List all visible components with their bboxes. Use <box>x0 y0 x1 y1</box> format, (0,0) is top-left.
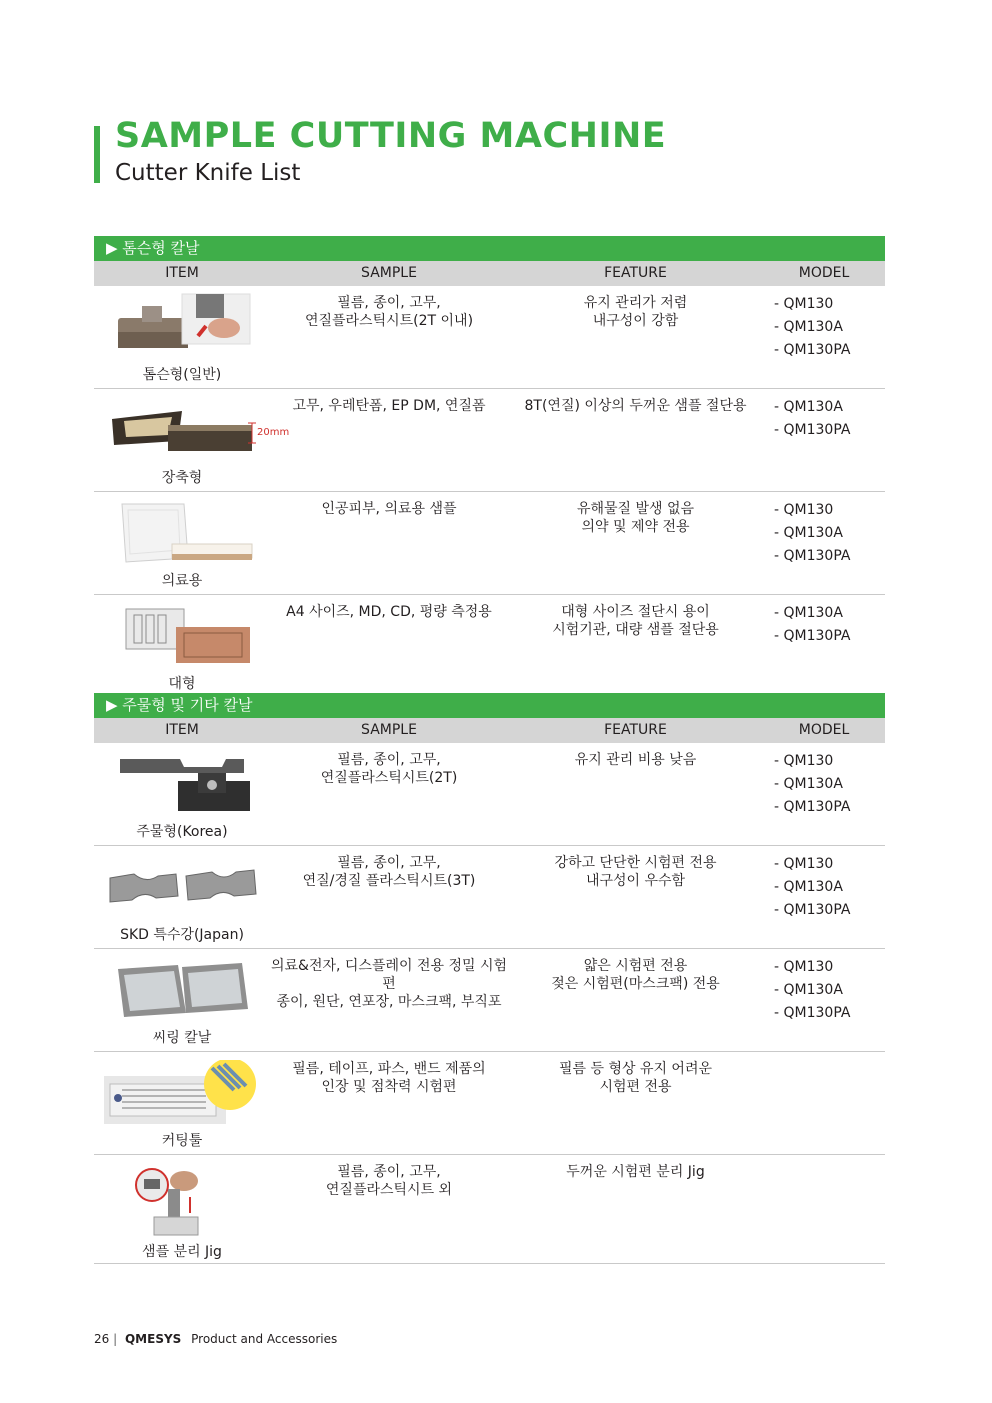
sample-cell: 필름, 종이, 고무, 연질/경질 플라스틱시트(3T) <box>302 855 476 889</box>
item-name: SKD 특수강(Japan) <box>120 927 244 943</box>
item-name: 샘플 분리 Jig <box>142 1244 222 1260</box>
item-name: 대형 <box>168 676 196 692</box>
model-cell: - QM130 - QM130A - QM130PA <box>774 296 851 358</box>
sample-cell: 필름, 테이프, 파스, 밴드 제품의 인장 및 점착력 시험편 <box>292 1061 486 1095</box>
sample-cell: 필름, 종이, 고무, 연질플라스틱시트(2T 이내) <box>304 295 474 329</box>
column-model: MODEL <box>798 265 850 281</box>
title-accent-bar <box>94 126 100 183</box>
feature-cell: 대형 사이즈 절단시 용이 시험기관, 대량 샘플 절단용 <box>552 604 719 638</box>
cutting-tool-image <box>102 1060 262 1126</box>
column-item: ITEM <box>165 265 199 281</box>
large-knife-image <box>124 605 254 665</box>
section-cast-and-other-knives <box>94 693 885 1264</box>
column-feature: FEATURE <box>604 265 667 281</box>
table-row <box>94 286 885 389</box>
column-headers <box>94 261 885 286</box>
item-name: 씨링 칼날 <box>152 1030 212 1046</box>
page-subtitle: Cutter Knife List <box>115 160 301 186</box>
model-cell: - QM130 - QM130A - QM130PA <box>774 959 851 1021</box>
page-title: SAMPLE CUTTING MACHINE <box>115 116 667 156</box>
item-name: 톰슨형(일반) <box>142 367 222 383</box>
sample-cell: A4 사이즈, MD, CD, 평량 측정용 <box>286 604 492 620</box>
dimension-label: 20mm <box>257 427 290 438</box>
footer-text: Product and Accessories <box>191 1332 338 1346</box>
item-name: 커팅툴 <box>161 1133 203 1149</box>
feature-cell: 두꺼운 시험편 분리 Jig <box>566 1164 705 1180</box>
medical-knife-image <box>118 500 258 564</box>
table-row <box>94 1155 885 1264</box>
section-title: ▶ 주물형 및 기타 칼날 <box>94 693 885 718</box>
table-row <box>94 492 885 595</box>
model-cell: - QM130 - QM130A - QM130PA <box>774 856 851 918</box>
sample-cell: 인공피부, 의료용 샘플 <box>321 501 457 517</box>
section-title: ▶ 톰슨형 칼날 <box>94 236 885 261</box>
skd-knife-image <box>106 866 258 912</box>
sample-cell: 필름, 종이, 고무, 연질플라스틱시트 외 <box>325 1164 453 1198</box>
table-row <box>94 389 885 492</box>
table-row <box>94 949 885 1052</box>
table-row <box>94 1052 885 1155</box>
model-cell: - QM130 - QM130A - QM130PA <box>774 502 851 564</box>
sealing-knife-image <box>114 961 264 1019</box>
column-item: ITEM <box>165 722 199 738</box>
footer-separator: | <box>113 1332 118 1346</box>
feature-cell: 필름 등 형상 유지 어려운 시험편 전용 <box>558 1061 713 1095</box>
cast-knife-image <box>114 751 254 815</box>
table-row <box>94 846 885 949</box>
section-thomson-knives <box>94 236 885 697</box>
model-cell: - QM130A - QM130PA <box>774 399 851 438</box>
column-sample: SAMPLE <box>361 722 417 738</box>
feature-cell: 유해물질 발생 없음 의약 및 제약 전용 <box>576 501 695 535</box>
column-sample: SAMPLE <box>361 265 417 281</box>
sample-cell: 의료&전자, 디스플레이 전용 정밀 시험편 종이, 원단, 연포장, 마스크팩, 부직포 <box>270 958 508 1010</box>
feature-cell: 얇은 시험편 전용 젖은 시험편(마스크팩) 전용 <box>551 958 720 992</box>
item-name: 의료용 <box>161 573 203 589</box>
column-headers <box>94 718 885 743</box>
feature-cell: 유지 관리 비용 낮음 <box>574 752 697 768</box>
sample-separation-jig-image <box>132 1167 232 1239</box>
model-cell: - QM130A - QM130PA <box>774 605 851 644</box>
feature-cell: 8T(연질) 이상의 두꺼운 샘플 절단용 <box>524 398 747 414</box>
feature-cell: 강하고 단단한 시험편 전용 내구성이 우수함 <box>554 855 717 889</box>
sample-cell: 고무, 우레탄폼, EP DM, 연질폼 <box>292 398 486 414</box>
model-cell: - QM130 - QM130A - QM130PA <box>774 753 851 815</box>
item-name: 주물형(Korea) <box>136 824 228 840</box>
item-name: 장축형 <box>161 470 203 486</box>
page-number: 26 <box>94 1332 110 1346</box>
sample-cell: 필름, 종이, 고무, 연질플라스틱시트(2T) <box>320 752 458 786</box>
footer-brand: QMESYS <box>124 1332 182 1346</box>
column-feature: FEATURE <box>604 722 667 738</box>
table-row <box>94 595 885 697</box>
page-footer <box>94 1332 337 1346</box>
thomson-knife-image <box>114 292 254 358</box>
column-model: MODEL <box>798 722 850 738</box>
feature-cell: 유지 관리가 저렴 내구성이 강함 <box>583 295 688 329</box>
long-axis-knife-image <box>108 405 258 455</box>
table-row <box>94 743 885 846</box>
